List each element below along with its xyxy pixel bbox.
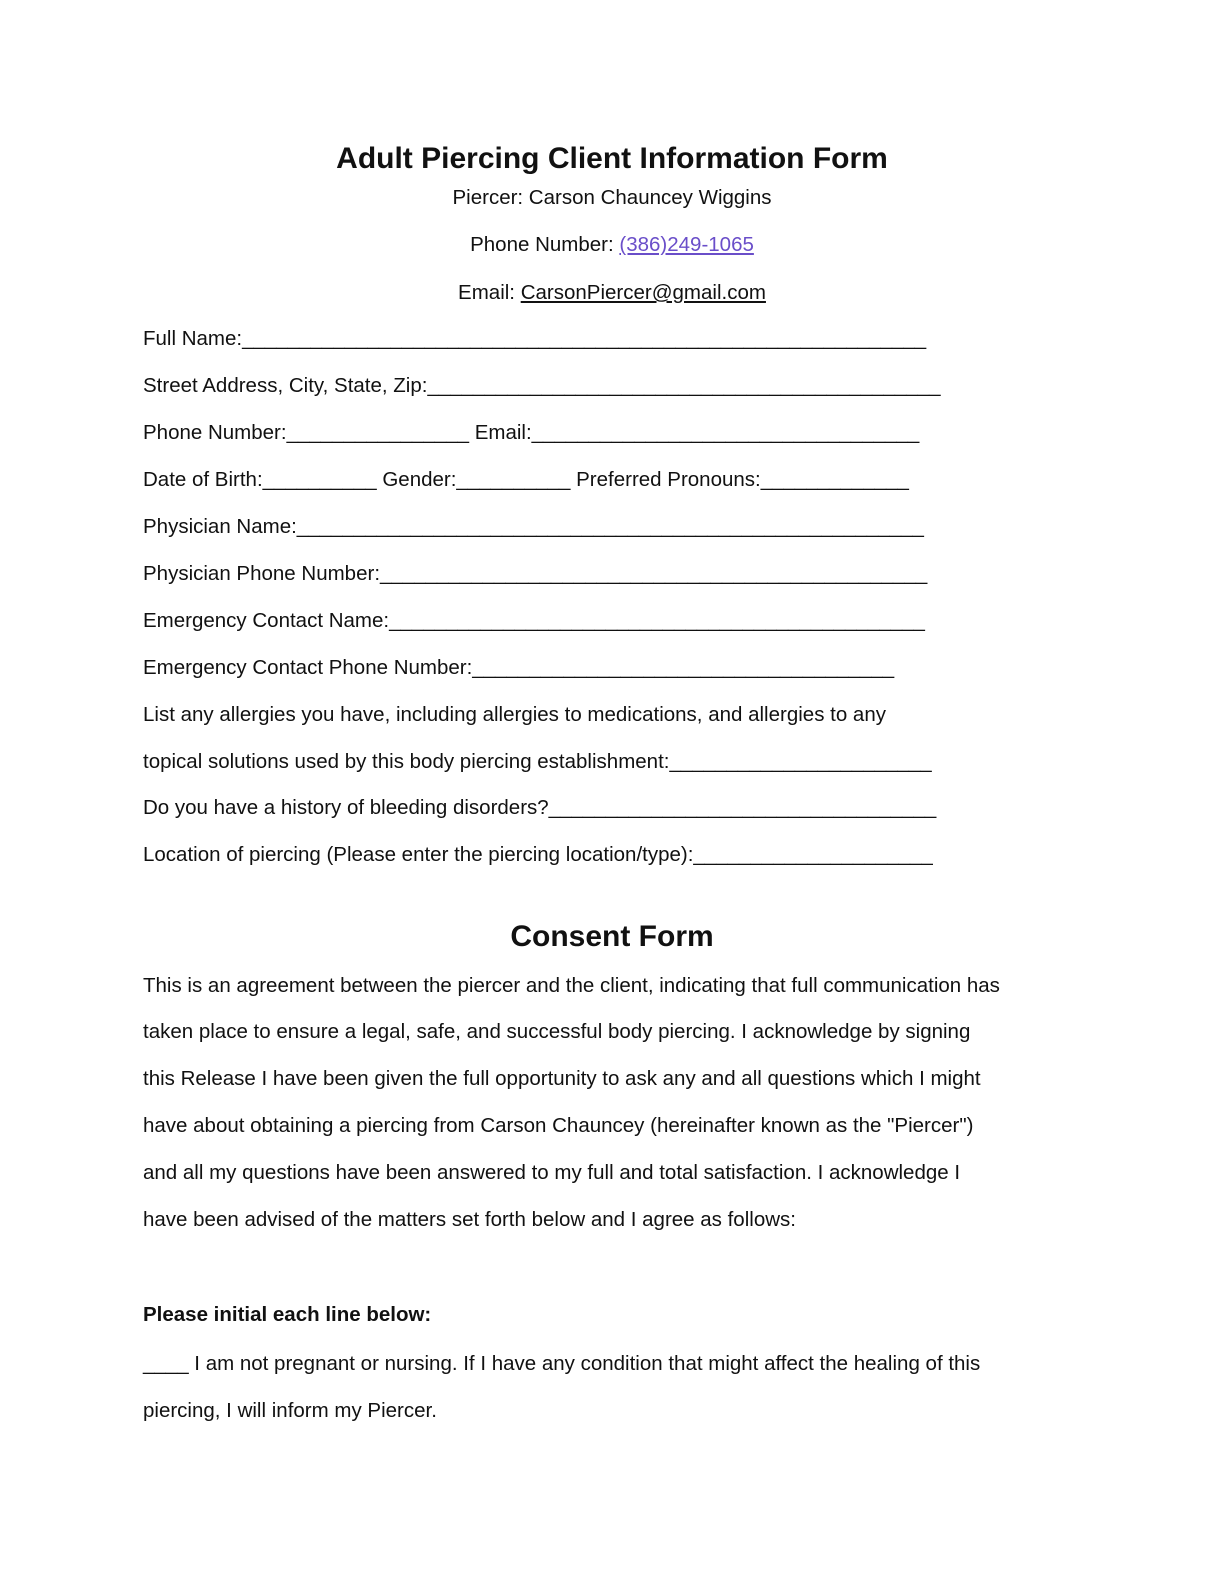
consent-paragraph-line: have about obtaining a piercing from Carson Chauncey (hereinafter known as the "Piercer") [143, 1114, 974, 1137]
piercer-phone-link[interactable]: (386)249-1065 [619, 233, 754, 256]
piercer-name: Piercer: Carson Chauncey Wiggins [452, 186, 772, 209]
piercer-email-link[interactable]: CarsonPiercer@gmail.com [520, 281, 766, 304]
piercing-location-field[interactable]: Location of piercing (Please enter the piercing location/type):_____________________ [143, 843, 933, 866]
consent-paragraph-line: taken place to ensure a legal, safe, and successful body piercing. I acknowledge by signing [143, 1020, 971, 1043]
bleeding-disorders-field[interactable]: Do you have a history of bleeding disorders?__________________________________ [143, 796, 937, 819]
initial-line[interactable]: ____ I am not pregnant or nursing. If I have any condition that might affect the healing of this [143, 1352, 981, 1375]
consent-paragraph-line: and all my questions have been answered to my full and total satisfaction. I acknowledge I [143, 1161, 961, 1184]
piercer-phone-line [0, 233, 1224, 257]
emergency-contact-name-field[interactable]: Emergency Contact Name:_______________________________________________ [143, 609, 925, 632]
allergies-question: List any allergies you have, including allergies to medications, and allergies to any [143, 703, 886, 726]
piercer-email-line [0, 281, 1224, 305]
form-title: Adult Piercing Client Information Form [336, 142, 888, 175]
dob-gender-pronouns-field[interactable]: Date of Birth:__________ Gender:__________ Preferred Pronouns:_____________ [143, 468, 909, 491]
phone-email-field[interactable]: Phone Number:________________ Email:__________________________________ [143, 421, 920, 444]
physician-name-field[interactable]: Physician Name:_______________________________________________________ [143, 515, 924, 538]
initial-heading: Please initial each line below: [143, 1303, 432, 1326]
consent-paragraph-line: have been advised of the matters set forth below and I agree as follows: [143, 1208, 796, 1231]
allergies-field[interactable]: topical solutions used by this body piercing establishment:_______________________ [143, 750, 932, 773]
consent-title: Consent Form [510, 920, 714, 953]
piercer-phone-label: Phone Number: [470, 233, 620, 256]
initial-line-continuation: piercing, I will inform my Piercer. [143, 1399, 437, 1422]
physician-phone-field[interactable]: Physician Phone Number:________________________________________________ [143, 562, 928, 585]
full-name-field[interactable]: Full Name:____________________________________________________________ [143, 327, 927, 350]
address-field[interactable]: Street Address, City, State, Zip:_____________________________________________ [143, 374, 941, 397]
consent-paragraph-line: This is an agreement between the piercer and the client, indicating that full communication has [143, 974, 1000, 997]
consent-paragraph-line: this Release I have been given the full opportunity to ask any and all questions which I might [143, 1067, 981, 1090]
emergency-contact-phone-field[interactable]: Emergency Contact Phone Number:_____________________________________ [143, 656, 895, 679]
piercer-email-label: Email: [458, 281, 521, 304]
